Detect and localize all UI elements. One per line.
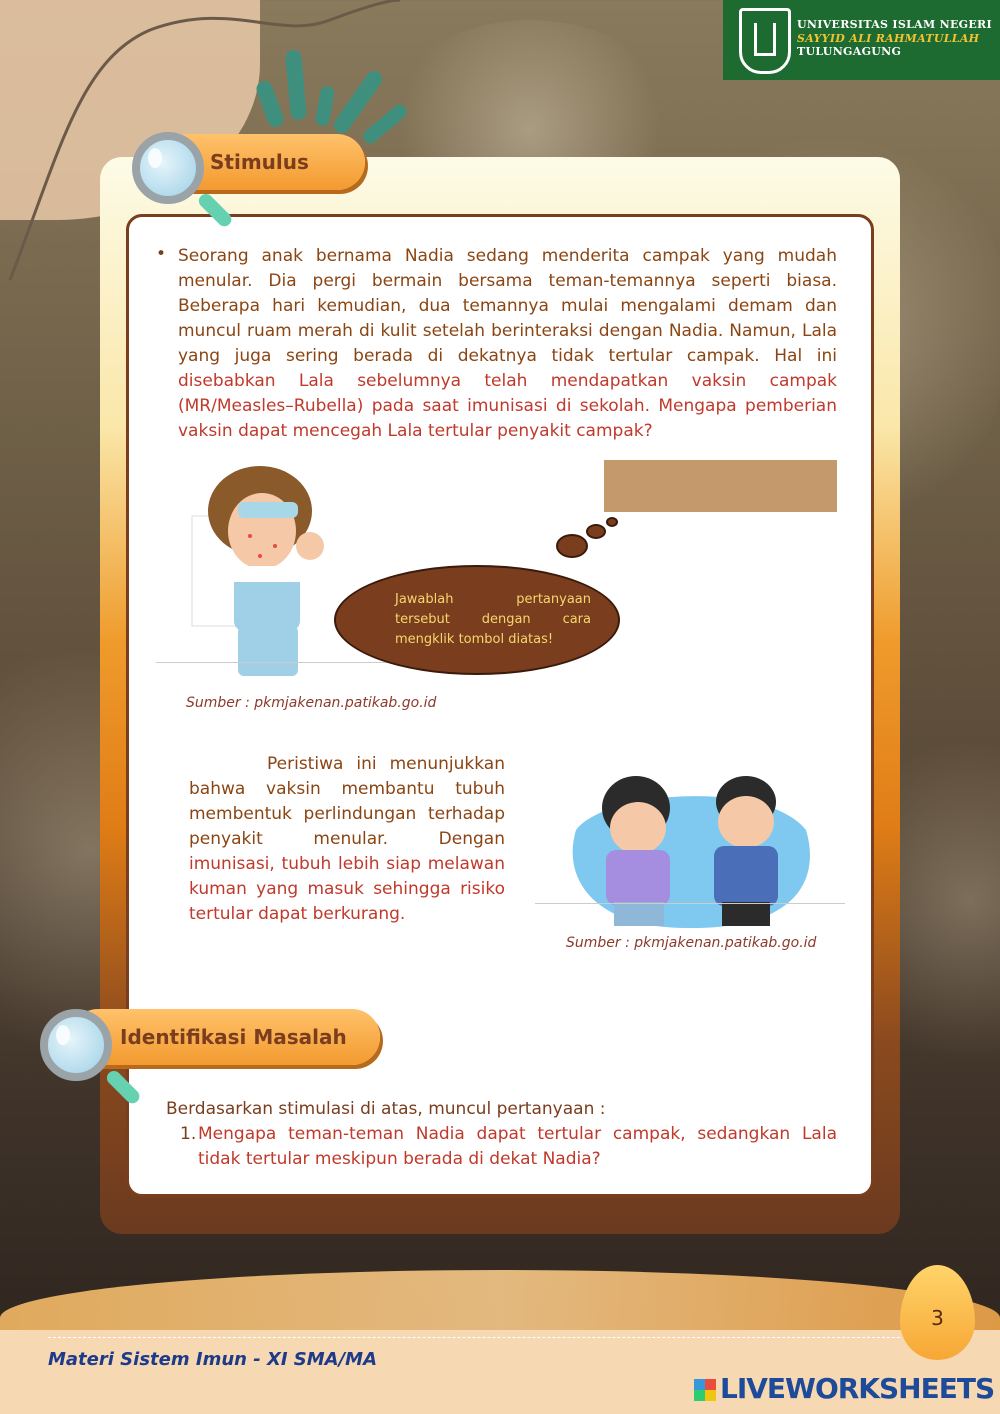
logo-line-2: SAYYID ALI RAHMATULLAH	[797, 32, 980, 45]
logo-line-1: UNIVERSITAS ISLAM NEGERI	[797, 18, 992, 31]
page-number: 3	[931, 1306, 944, 1330]
source-caption-2: Sumber : pkmjakenan.patikab.go.id	[566, 935, 817, 951]
liveworksheets-icon	[694, 1379, 716, 1401]
question-number: 1.	[180, 1124, 197, 1144]
source-caption-1: Sumber : pkmjakenan.patikab.go.id	[186, 695, 437, 711]
explanation-paragraph	[189, 752, 505, 927]
footer-divider	[48, 1337, 900, 1338]
explanation-text-red: imunisasi, tubuh lebih siap melawan kuman yang masuk sehingga risiko tertular dapat berkurang.	[189, 854, 505, 924]
answer-box[interactable]	[604, 460, 837, 512]
divider	[535, 903, 845, 904]
question-intro: Berdasarkan stimulasi di atas, muncul pertanyaan :	[166, 1099, 606, 1119]
logo-emblem	[739, 8, 791, 74]
brand-label: LIVEWORKSHEETS	[720, 1372, 995, 1405]
question-item	[180, 1122, 837, 1172]
thought-dot	[556, 534, 588, 558]
university-logo	[723, 0, 1000, 80]
bubble-text: Jawablah pertanyaan tersebut dengan cara mengklik tombol diatas!	[395, 592, 591, 647]
stimulus-paragraph	[178, 244, 837, 444]
logo-line-3: TULUNGAGUNG	[797, 45, 902, 58]
thought-dot	[586, 524, 606, 539]
identifikasi-title: Identifikasi Masalah	[120, 1025, 347, 1049]
explanation-text-dark: Peristiwa ini menunjukkan bahwa vaksin membantu tubuh membentuk perlindungan terhadap penyakit menular. Dengan	[189, 754, 505, 849]
sick-girl-illustration	[190, 466, 340, 681]
stimulus-title: Stimulus	[210, 150, 309, 174]
identifikasi-heading	[70, 1009, 380, 1065]
stimulus-text-red: disebabkan Lala sebelumnya telah mendapatkan vaksin campak (MR/Measles–Rubella) pada saat imunisasi di sekolah. Mengapa pemberian vaksin dapat mencegah Lala tertular penyakit campak?	[178, 371, 837, 441]
sick-children-illustration	[566, 770, 816, 932]
thought-dot	[606, 517, 618, 527]
stimulus-text-dark: Seorang anak bernama Nadia sedang menderita campak yang mudah menular. Dia pergi bermain bersama teman-temannya seperti biasa. Beberapa hari kemudian, dua temannya mulai mengalami demam dan muncul ruam merah di kulit setelah berinteraksi dengan Nadia. Namun, Lala yang juga sering berada di dekatnya tidak tertular campak. Hal ini	[178, 246, 837, 366]
liveworksheets-brand[interactable]	[694, 1372, 994, 1405]
bullet-icon: •	[156, 244, 167, 264]
question-text: Mengapa teman-teman Nadia dapat tertular campak, sedangkan Lala tidak tertular meskipun berada di dekat Nadia?	[198, 1124, 837, 1169]
footer-subject: Materi Sistem Imun - XI SMA/MA	[48, 1349, 378, 1370]
